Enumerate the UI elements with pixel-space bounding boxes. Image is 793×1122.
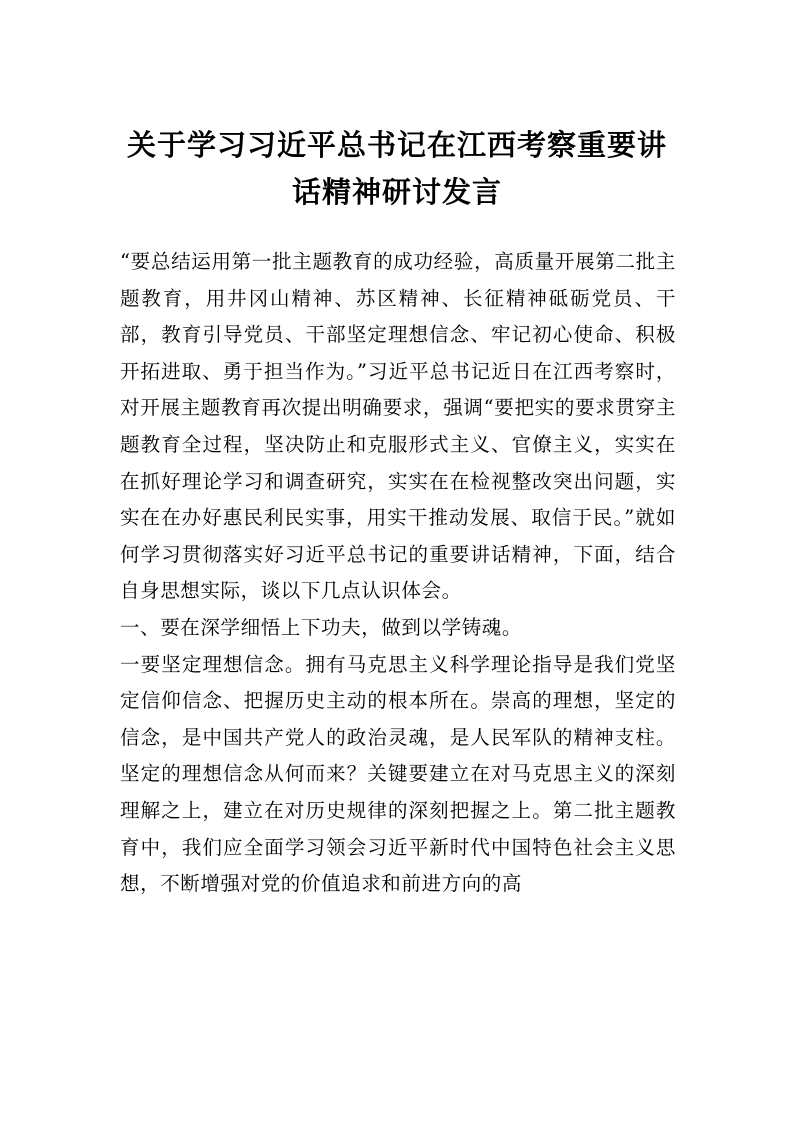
paragraph-ideals: 一要坚定理想信念。拥有马克思主义科学理论指导是我们党坚定信仰信念、把握历史主动的根本所在。崇高的理想，坚定的信念，是中国共产党人的政治灵魂，是人民军队的精神支柱。坚定的理想信念从何而来？关键要建立在对马克思主义的深刻理解之上，建立在对历史规律的深刻把握之上。第二批主题教育中，我们应全面学习领会习近平新时代中国特色社会主义思想，不断增强对党的价值追求和前进方向的高 (120, 652, 676, 896)
document-title (118, 122, 676, 216)
title-line-2: 话精神研讨发言 (291, 175, 502, 209)
document-body (120, 244, 676, 903)
paragraph-intro: “要总结运用第一批主题教育的成功经验，高质量开展第二批主题教育，用井冈山精神、苏区精神、长征精神砥砺党员、干部，教育引导党员、干部坚定理想信念、牢记初心使命、积极开拓进取、勇于担当作为。”习近平总书记近日在江西考察时，对开展主题教育再次提出明确要求，强调“要把实的要求贯穿主题教育全过程，坚决防止和克服形式主义、官僚主义，实实在在抓好理论学习和调查研究，实实在在检视整改突出问题，实实在在办好惠民利民实事，用实干推动发展、取信于民。”就如何学习贯彻落实好习近平总书记的重要讲话精神，下面，结合自身思想实际，谈以下几点认识体会。 (120, 250, 676, 603)
title-line-1: 关于学习习近平总书记在江西考察重要讲 (126, 128, 667, 162)
section-heading-1: 一、要在深学细悟上下功夫，做到以学铸魂。 (120, 615, 523, 639)
